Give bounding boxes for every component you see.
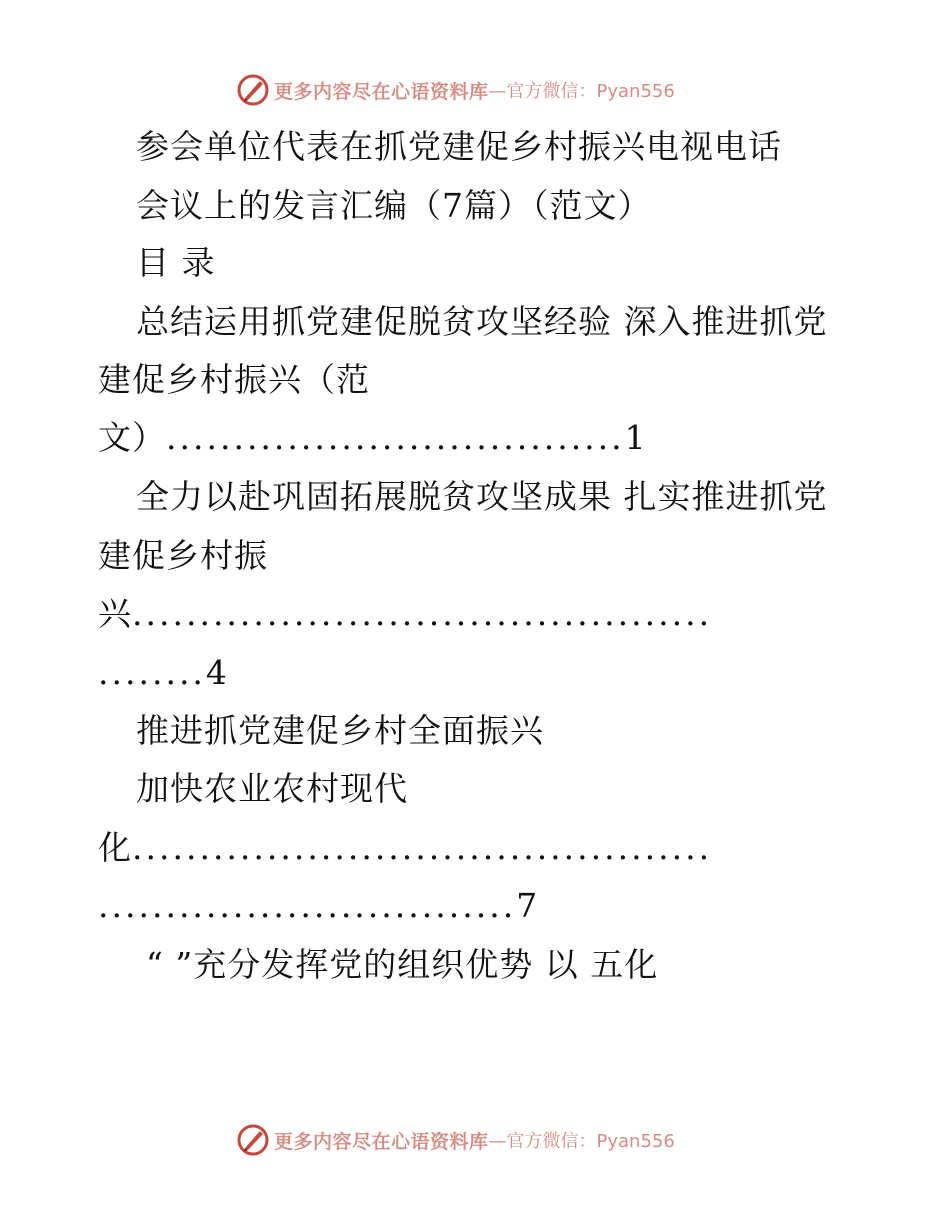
toc-entry-3-line-2: 加快农业农村现代 bbox=[136, 769, 408, 808]
toc-entry-2-page: 4 bbox=[205, 653, 228, 692]
watermark-text: 更多内容尽在心语资料库 bbox=[274, 80, 489, 103]
toc-entry-1-line-3 bbox=[98, 418, 647, 458]
toc-entry-1-line-1: 总结运用抓党建促脱贫攻坚经验 深入推进抓党 bbox=[136, 302, 828, 341]
watermark-banner-bottom bbox=[236, 1122, 675, 1158]
toc-entry-1-line-2: 建促乡村振兴（范 bbox=[98, 360, 370, 399]
toc-entry-2-leader-cont: ........ bbox=[98, 653, 206, 692]
toc-entry-4-line-1: “ ”充分发挥党的组织优势 以 五化 bbox=[146, 945, 659, 984]
doc-title-line-1: 参会单位代表在抓党建促乡村振兴电视电话 bbox=[136, 127, 782, 166]
toc-entry-1-leader: .................................. bbox=[166, 418, 625, 457]
toc-heading: 目 录 bbox=[136, 243, 216, 282]
toc-entry-2-tail: 兴 bbox=[98, 594, 132, 633]
pen-logo-icon bbox=[236, 73, 270, 107]
watermark-contact: —官方微信：Pyan556 bbox=[488, 1131, 675, 1152]
toc-entry-3-tail: 化 bbox=[98, 828, 132, 867]
toc-entry-3-line-4 bbox=[98, 886, 538, 926]
toc-entry-2-line-2: 建促乡村振 bbox=[98, 536, 268, 575]
watermark-text: 更多内容尽在心语资料库 bbox=[274, 1130, 489, 1153]
toc-entry-2-line-4 bbox=[98, 653, 228, 693]
toc-entry-3-line-1: 推进抓党建促乡村全面振兴 bbox=[136, 711, 544, 750]
pen-logo-icon bbox=[236, 1123, 270, 1157]
toc-entry-1-tail: 文） bbox=[98, 418, 166, 457]
watermark-banner-top bbox=[236, 72, 675, 108]
toc-entry-3-leader-cont: ............................... bbox=[98, 886, 517, 925]
toc-entry-3-page: 7 bbox=[516, 886, 539, 925]
watermark-contact: —官方微信：Pyan556 bbox=[488, 81, 675, 102]
toc-entry-1-page: 1 bbox=[624, 418, 647, 457]
toc-entry-3-line-3 bbox=[98, 828, 712, 868]
toc-entry-2-line-1: 全力以赴巩固拓展脱贫攻坚成果 扎实推进抓党 bbox=[136, 477, 828, 516]
toc-entry-2-line-3 bbox=[98, 594, 712, 634]
toc-entry-2-leader: ........................................... bbox=[132, 594, 713, 633]
toc-entry-3-leader: ........................................... bbox=[132, 828, 713, 867]
doc-title-line-2: 会议上的发言汇编（7篇）（范文） bbox=[136, 186, 652, 225]
